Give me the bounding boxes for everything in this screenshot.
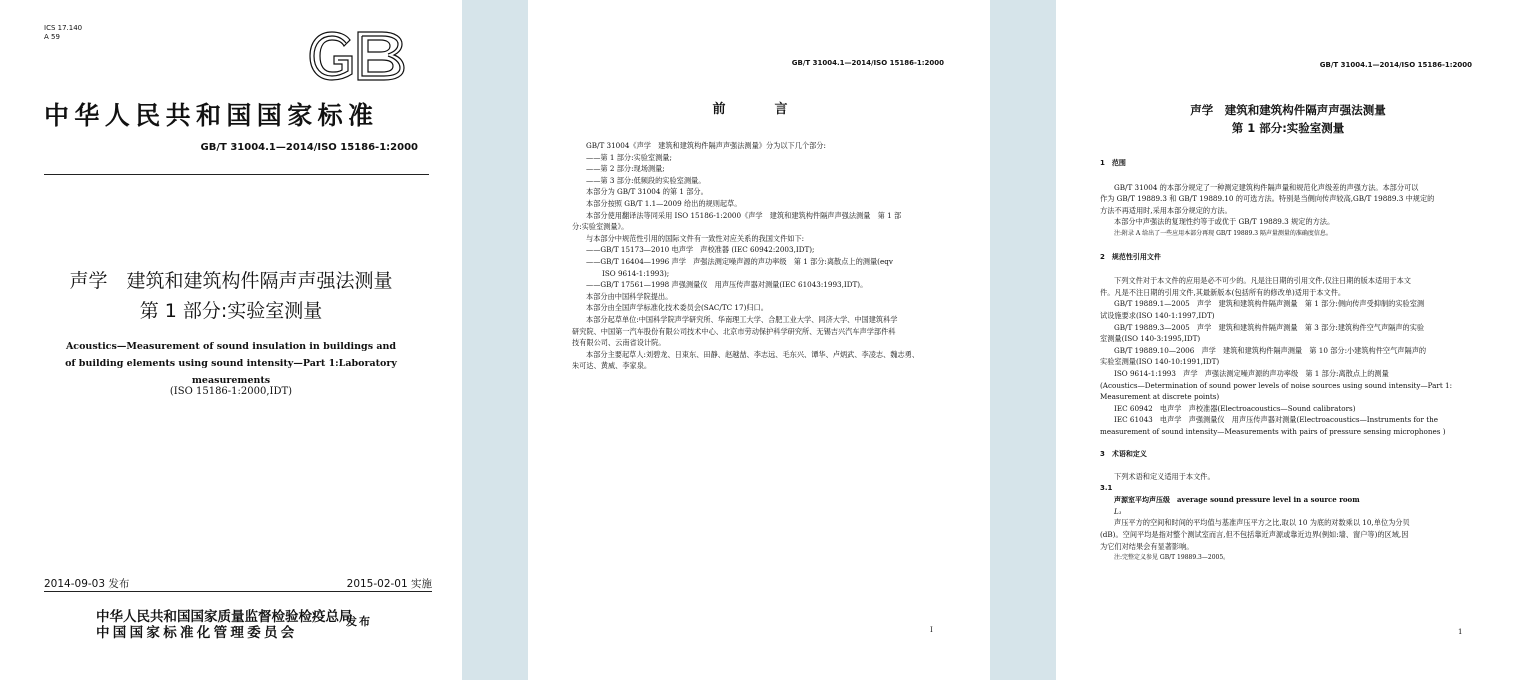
term-symbol: L₁ [1114,506,1122,516]
title-cn-line1: 声学 建筑和建筑构件隔声声强法测量 [69,270,393,292]
divider-bottom [44,591,432,592]
text-line: ——第 1 部分:实验室测量; [586,152,672,162]
text-line: 研究院、中国第一汽车股份有限公司技术中心、北京市劳动保护科学研究所、无锡吉兴汽车声学部件科 [572,326,896,336]
text-line: IEC 60942 电声学 声校准器(Electroacoustics—Sound calibrators) [1114,403,1356,413]
main-body [1100,158,1480,564]
text-line: 试设施要求(ISO 140-1:1997,IDT) [1100,310,1215,320]
text-line: ——GB/T 17561—1998 声强测量仪 用声压传声器对测量(IEC 61043:1993,IDT)。 [586,280,868,290]
section-1-heading: 1 范围 [1100,159,1126,167]
gb-logo-icon [306,30,408,82]
content-page [1056,0,1520,680]
page-number: 1 [1458,628,1463,636]
text-line: ——第 3 部分:低频段的实验室测量。 [586,175,706,185]
term-name: 声源室平均声压级 average sound pressure level in a source room [1114,495,1360,505]
text-line: GB/T 31004《声学 建筑和建筑构件隔声声强法测量》分为以下几个部分: [586,141,826,150]
text-line: 下列文件对于本文件的应用是必不可少的。凡是注日期的引用文件,仅注日期的版本适用于本文 [1114,276,1411,286]
page-number: I [930,626,933,634]
title-cn-line2: 第 1 部分:实验室测量 [139,300,323,322]
divider-top [44,174,429,175]
term-note: 注:完整定义参见 GB/T 19889.3—2005。 [1114,554,1230,562]
text-line: ISO 9614-1:1993); [602,268,670,278]
text-line: 本部分使用翻译法等同采用 ISO 15186-1:2000《声学 建筑和建筑构件隔声声强法测量 第 1 部 [586,210,902,220]
ccs-code: A 59 [44,33,60,41]
text-line: (dB)。空间平均是指对整个测试室而言,但不包括靠近声源或靠近边界(例如:墙、窗户等)的区域,因 [1100,530,1409,540]
issue-date: 2014-09-03 发布 [44,578,130,590]
text-line: ISO 9614-1:1993 声学 声强法测定噪声源的声功率级 第 1 部分:离散点上的测量 [1114,368,1389,378]
text-line: 方法不再适用时,采用本部分规定的方法。 [1100,205,1232,215]
text-line: 朱可达、黄威、李家泉。 [572,361,652,371]
running-header: GB/T 31004.1—2014/ISO 15186-1:2000 [791,59,944,67]
text-line: GB/T 19889.3—2005 声学 建筑和建筑构件隔声测量 第 3 部分:建筑构件空气声隔声的实验 [1114,322,1425,332]
text-line: 实验室测量(ISO 140-10:1991,IDT) [1100,357,1220,367]
text-line: 技有限公司、云南省设计院。 [572,338,666,348]
term-definition [1100,517,1480,552]
section-1-text [1100,182,1480,228]
title-line2: 第 1 部分:实验室测量 [1231,121,1345,135]
foreword-title: 前 言 [712,102,806,117]
foreword-page [528,0,990,680]
text-line: GB/T 31004 的本部分规定了一种测定建筑构件隔声量和规范化声级差的声强方法。本部分可以 [1114,182,1419,192]
text-line: ——GB/T 16404—1996 声学 声强法测定噪声源的声功率级 第 1 部分:离散点上的测量(eqv [586,256,893,266]
text-line: IEC 61043 电声学 声强测量仪 用声压传声器对测量(Electroacoustics—Instruments for the [1114,415,1438,425]
text-line: 为它们对结果会有显著影响。 [1100,541,1194,551]
text-line: 本部分由全国声学标准化技术委员会(SAC/TC 17)归口。 [586,303,768,313]
text-line: (Acoustics—Determination of sound power levels of noise sources using sound intensity—Part 1: [1100,380,1453,390]
standard-type-heading: 中华人民共和国国家标准 [44,101,379,130]
text-line: ——GB/T 15173—2010 电声学 声校准器 (IEC 60942:2003,IDT); [586,245,815,255]
title-en: Acoustics—Measurement of sound insulation in buildings and of building elements using sound intensity—Part 1:Laboratory measurements [65,341,397,386]
text-line: 室测量(ISO 140-3:1995,IDT) [1100,334,1201,344]
text-line: 件。凡是不注日期的引用文件,其最新版本(包括所有的修改单)适用于本文件。 [1100,287,1346,297]
text-line: GB/T 19889.1—2005 声学 建筑和建筑构件隔声测量 第 1 部分:侧向传声受抑制的实验室测 [1114,299,1425,309]
text-line: ——第 2 部分:现场测量; [586,164,665,174]
term-number: 3.1 [1100,483,1113,492]
text-line: GB/T 19889.10—2006 声学 建筑和建筑构件隔声测量 第 10 部分:小建筑构件空气声隔声的 [1114,345,1427,355]
text-line: 本部分由中国科学院提出。 [586,291,673,301]
section-2-text [1100,275,1480,437]
publish-word: 发布 [346,615,372,628]
text-line: measurement of sound intensity—Measurements with pairs of pressure sensing microphones ) [1100,426,1446,436]
title-line1: 声学 建筑和建筑构件隔声声强法测量 [1190,103,1386,117]
cover-page [0,0,462,680]
gb-logo [306,30,408,86]
text-line: 分:实验室测量》。 [572,222,629,232]
section-3-heading: 3 术语和定义 [1100,450,1147,459]
implement-date: 2015-02-01 实施 [346,578,432,590]
section-2-heading: 2 规范性引用文件 [1100,252,1161,261]
publisher-line2: 中国国家标准化管理委员会 [96,625,298,641]
ics-code: ICS 17.140 [44,24,83,32]
section-3-intro: 下列术语和定义适用于本文件。 [1114,472,1215,482]
foreword-body [572,140,919,372]
text-line: 本部分主要起草人:刘碧龙、日束东、田静、赵越喆、李志远、毛东兴、谭华、卢炳武、李凌志、魏志勇、 [586,349,920,359]
text-line: 本部分为 GB/T 31004 的第 1 部分。 [586,187,708,197]
text-line: 与本部分中规范性引用的国际文件有一致性对应关系的我国文件如下: [586,233,805,243]
iso-equivalence: (ISO 15186-1:2000,IDT) [169,386,293,397]
text-line: 本部分起草单位:中国科学院声学研究所、华南理工大学、合肥工业大学、同济大学、中国建筑科学 [586,314,898,324]
text-line: 本部分中声强法的复现性约等于或优于 GB/T 19889.3 规定的方法。 [1114,217,1335,227]
running-header: GB/T 31004.1—2014/ISO 15186-1:2000 [1319,61,1472,69]
text-line: Measurement at discrete points) [1100,392,1220,402]
publisher-line1: 中华人民共和国国家质量监督检验检疫总局 [96,609,353,625]
classification-codes [44,24,82,42]
text-line: 声压平方的空间和时间的平均值与基准声压平方之比,取以 10 为底的对数乘以 10,单位为分贝 [1114,518,1410,528]
text-line: 作为 GB/T 19889.3 和 GB/T 19889.10 的可选方法。特别是当侧向传声较高,GB/T 19889.3 中规定的 [1100,194,1435,204]
standard-number: GB/T 31004.1—2014/ISO 15186-1:2000 [200,142,418,153]
section-1-note: 注:附录 A 给出了一些应用本部分再现 GB/T 19889.3 隔声量测量的准确度信息。 [1114,229,1332,237]
text-line: 本部分按照 GB/T 1.1—2009 给出的规则起草。 [586,198,742,208]
